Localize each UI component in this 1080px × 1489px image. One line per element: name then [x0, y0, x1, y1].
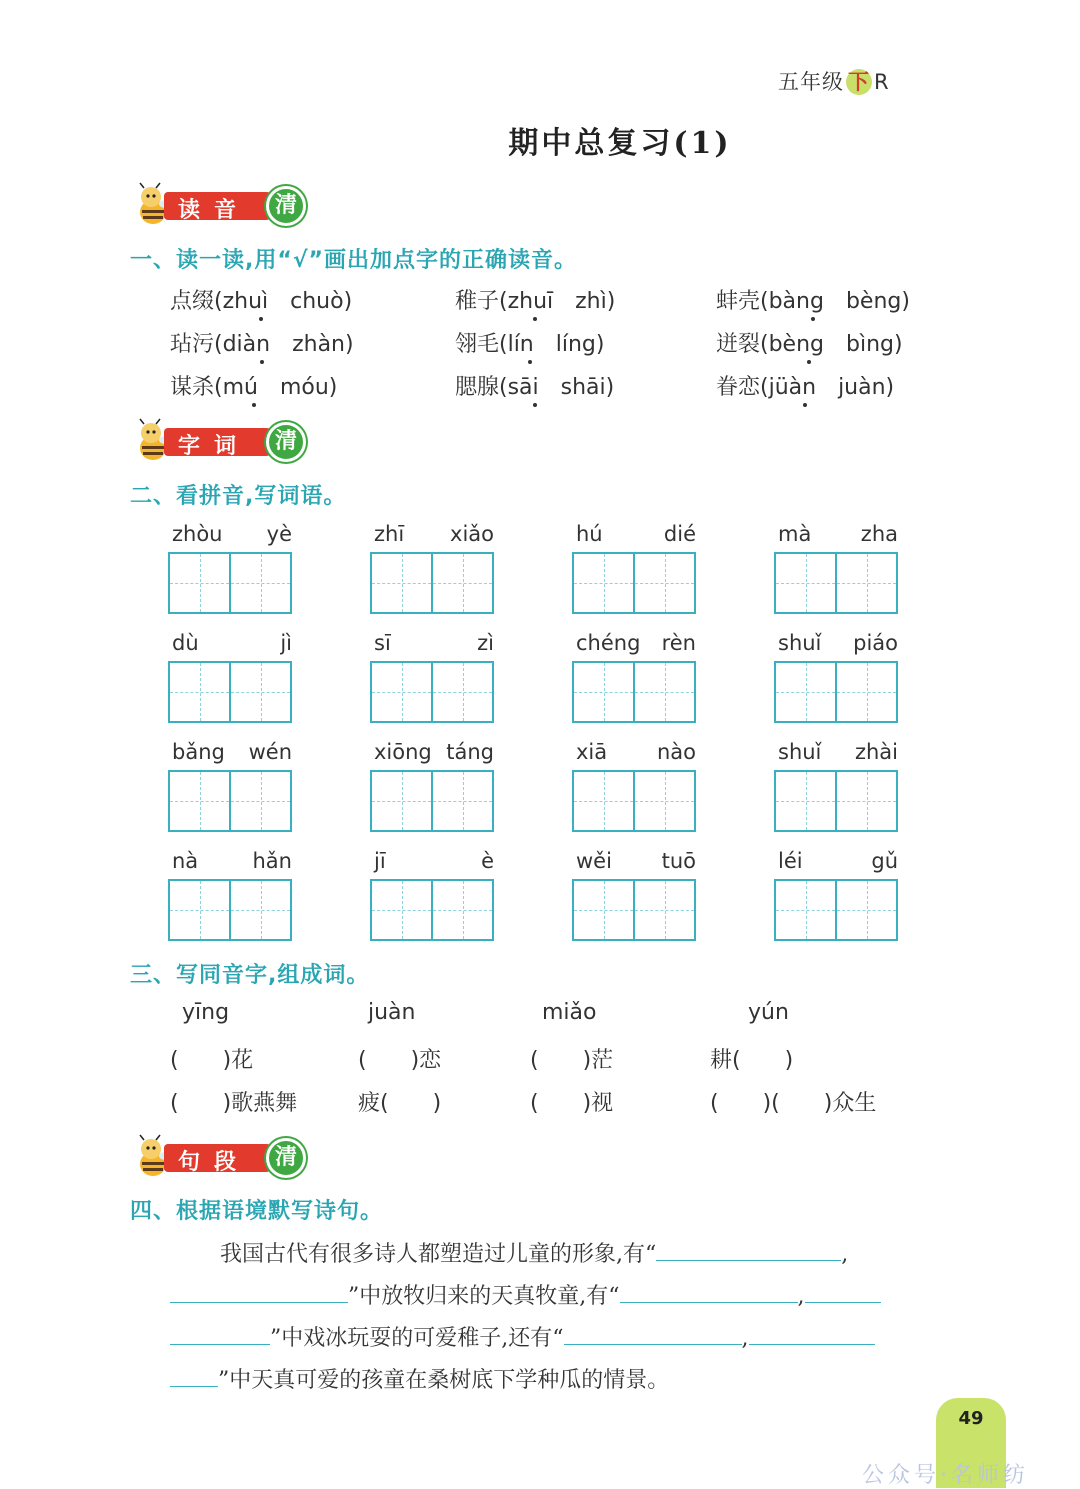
q3-pinyin: miǎo: [542, 1000, 597, 1025]
pinyin-syllable: yè: [266, 522, 292, 546]
grid-cell[interactable]: [372, 663, 433, 721]
writing-grid[interactable]: [370, 879, 494, 941]
page-title: 期中总复习(1): [508, 126, 732, 161]
poem-line-3: [170, 1321, 875, 1352]
pinyin-syllable: shuǐ: [778, 740, 822, 764]
banner-bar: [164, 1144, 280, 1175]
watermark: 公众号·名师纺: [862, 1463, 1029, 1488]
q3-pinyin: yún: [748, 1000, 789, 1025]
q1-item: [170, 327, 354, 358]
pinyin-syllable: tuō: [661, 849, 696, 873]
grid-cell[interactable]: [776, 881, 837, 939]
pinyin-syllable: zha: [860, 522, 898, 546]
poem-text: 我国古代有很多诗人都塑造过儿童的形象,有“: [220, 1242, 657, 1267]
poem-line-1: [220, 1237, 848, 1268]
answer-blank[interactable]: [170, 1364, 218, 1387]
q1-item: [455, 370, 614, 401]
writing-grid[interactable]: [774, 552, 898, 614]
writing-grid[interactable]: [572, 661, 696, 723]
grid-cell[interactable]: [433, 772, 492, 830]
page-number: 49: [936, 1398, 1006, 1488]
q3-blank[interactable]: ( )茫: [530, 1048, 614, 1073]
poem-text: ”中戏冰玩耍的可爱稚子,还有“: [270, 1326, 564, 1351]
pinyin-syllable: zhòu: [172, 522, 223, 546]
grid-cell[interactable]: [231, 881, 290, 939]
q1-text: 翎毛(lín líng): [455, 332, 605, 357]
poem-text: ”中天真可爱的孩童在桑树底下学种瓜的情景。: [218, 1368, 670, 1393]
grid-cell[interactable]: [170, 663, 231, 721]
pinyin-syllable: wěi: [576, 849, 612, 873]
pinyin-syllable: xiā: [576, 740, 608, 764]
pinyin-syllable: bǎng: [172, 740, 225, 764]
pinyin-syllable: jī: [374, 849, 386, 873]
q1-text: 稚子(zhuī zhì): [455, 289, 616, 314]
grid-cell[interactable]: [372, 772, 433, 830]
section-banner-sentences: [130, 1134, 305, 1180]
q1-text: 腮腺(sāi shāi): [455, 375, 615, 400]
writing-grid[interactable]: [370, 552, 494, 614]
q3-blank[interactable]: 耕( ): [710, 1048, 794, 1073]
q2-pinyin: [778, 740, 898, 764]
banner-bar: [164, 192, 280, 223]
pinyin-syllable: zhī: [374, 522, 405, 546]
q2-pinyin: [576, 740, 696, 764]
poem-comma: ,: [741, 1326, 749, 1351]
pinyin-syllable: jì: [280, 631, 292, 655]
q3-blank[interactable]: ( )视: [530, 1091, 614, 1116]
q1-text: 迸裂(bèng bìng): [716, 332, 903, 357]
q2-pinyin: [778, 849, 898, 873]
writing-grid[interactable]: [774, 770, 898, 832]
pinyin-syllable: zhài: [854, 740, 898, 764]
q1-item: [455, 327, 604, 358]
q2-pinyin: [374, 849, 494, 873]
banner-bar: [164, 428, 280, 459]
q3-pinyin: yīng: [182, 1000, 230, 1025]
pinyin-syllable: è: [481, 849, 494, 873]
section-banner-words: [130, 418, 305, 464]
q3-heading: 三、写同音字,组成词。: [130, 963, 370, 988]
pinyin-syllable: gǔ: [871, 849, 898, 873]
pinyin-syllable: táng: [446, 740, 494, 764]
q2-pinyin: [374, 740, 494, 764]
grid-cell[interactable]: [574, 772, 635, 830]
q2-pinyin: [172, 631, 292, 655]
section-banner-reading: [130, 182, 305, 228]
grid-cell[interactable]: [574, 554, 635, 612]
pinyin-syllable: xiǎo: [450, 522, 494, 546]
writing-grid[interactable]: [774, 879, 898, 941]
writing-grid[interactable]: [168, 879, 292, 941]
grid-cell[interactable]: [574, 663, 635, 721]
writing-grid[interactable]: [572, 770, 696, 832]
pinyin-syllable: shuǐ: [778, 631, 822, 655]
answer-blank[interactable]: [749, 1322, 875, 1345]
pinyin-syllable: zì: [477, 631, 494, 655]
pinyin-syllable: piáo: [853, 631, 898, 655]
grid-cell[interactable]: [231, 663, 290, 721]
pinyin-syllable: mà: [778, 522, 812, 546]
grid-cell[interactable]: [776, 663, 837, 721]
poem-text: ”中放牧归来的天真牧童,有“: [348, 1284, 620, 1309]
pinyin-syllable: xiōng: [374, 740, 432, 764]
answer-blank[interactable]: [170, 1280, 348, 1303]
grid-cell[interactable]: [837, 881, 896, 939]
grid-cell[interactable]: [372, 881, 433, 939]
pinyin-syllable: hú: [576, 522, 603, 546]
q2-pinyin: [172, 522, 292, 546]
grid-cell[interactable]: [837, 772, 896, 830]
poem-line-2: [170, 1279, 881, 1310]
qing-badge: 清: [266, 1138, 306, 1178]
grid-cell[interactable]: [433, 663, 492, 721]
q4-heading: 四、根据语境默写诗句。: [130, 1199, 384, 1224]
poem-comma: ,: [797, 1284, 805, 1309]
q3-blank[interactable]: ( )花: [170, 1048, 254, 1073]
grid-cell[interactable]: [837, 554, 896, 612]
writing-grid[interactable]: [572, 879, 696, 941]
grid-cell[interactable]: [231, 554, 290, 612]
answer-blank[interactable]: [620, 1280, 798, 1303]
banner-label: 字词: [178, 434, 251, 459]
grid-cell[interactable]: [170, 772, 231, 830]
answer-blank[interactable]: [170, 1322, 270, 1345]
q1-text: 眷恋(jüàn juàn): [716, 375, 895, 400]
pinyin-syllable: dù: [172, 631, 199, 655]
q1-item: [716, 327, 903, 358]
q1-text: 谋杀(mú móu): [170, 375, 338, 400]
q2-pinyin: [576, 522, 696, 546]
grid-cell[interactable]: [433, 881, 492, 939]
q2-pinyin: [778, 631, 898, 655]
poem-line-4: [170, 1363, 669, 1394]
pinyin-syllable: dié: [663, 522, 696, 546]
banner-label: 句段: [178, 1150, 251, 1175]
q3-blank[interactable]: ( )( )众生: [710, 1091, 877, 1116]
qing-badge: 清: [266, 186, 306, 226]
pinyin-syllable: sī: [374, 631, 391, 655]
grid-cell[interactable]: [170, 881, 231, 939]
grade-text: 五年级: [778, 70, 844, 94]
answer-blank[interactable]: [656, 1238, 841, 1261]
q1-item: [170, 284, 352, 315]
q2-heading: 二、看拼音,写词语。: [130, 484, 347, 509]
pinyin-syllable: wén: [248, 740, 292, 764]
writing-grid[interactable]: [168, 552, 292, 614]
grid-cell[interactable]: [372, 554, 433, 612]
grid-cell[interactable]: [776, 554, 837, 612]
q2-pinyin: [778, 522, 898, 546]
pinyin-syllable: hǎn: [252, 849, 292, 873]
q1-item: [716, 284, 910, 315]
pinyin-syllable: nào: [656, 740, 696, 764]
q1-text: 玷污(diàn zhàn): [170, 332, 354, 357]
q2-pinyin: [374, 631, 494, 655]
qing-badge: 清: [266, 422, 306, 462]
q2-pinyin: [576, 849, 696, 873]
grade-label: [778, 66, 890, 96]
q1-heading: 一、读一读,用“√”画出加点字的正确读音。: [130, 248, 577, 273]
q2-pinyin: [172, 849, 292, 873]
q2-pinyin: [374, 522, 494, 546]
q1-item: [170, 370, 337, 401]
writing-grid[interactable]: [168, 661, 292, 723]
q1-item: [455, 284, 615, 315]
answer-blank[interactable]: [564, 1322, 742, 1345]
grid-cell[interactable]: [776, 772, 837, 830]
writing-grid[interactable]: [370, 770, 494, 832]
grid-cell[interactable]: [574, 881, 635, 939]
writing-grid[interactable]: [572, 552, 696, 614]
answer-blank[interactable]: [805, 1280, 881, 1303]
grid-cell[interactable]: [635, 554, 694, 612]
q3-pinyin: juàn: [368, 1000, 416, 1025]
q2-pinyin: [576, 631, 696, 655]
q1-text: 点缀(zhuì chuò): [170, 289, 353, 314]
writing-grid[interactable]: [168, 770, 292, 832]
pinyin-syllable: rèn: [661, 631, 696, 655]
banner-label: 读音: [178, 198, 251, 223]
pinyin-syllable: nà: [172, 849, 199, 873]
pinyin-syllable: chéng: [576, 631, 641, 655]
edition-text: R: [874, 70, 890, 94]
grid-cell[interactable]: [433, 554, 492, 612]
q1-text: 蚌壳(bàng bèng): [716, 289, 910, 314]
grid-cell[interactable]: [635, 663, 694, 721]
q3-blank[interactable]: ( )恋: [358, 1048, 442, 1073]
grid-cell[interactable]: [837, 663, 896, 721]
q3-blank[interactable]: 疲( ): [358, 1091, 442, 1116]
writing-grid[interactable]: [774, 661, 898, 723]
writing-grid[interactable]: [370, 661, 494, 723]
grid-cell[interactable]: [635, 881, 694, 939]
volume-badge: 下: [848, 70, 870, 94]
grid-cell[interactable]: [635, 772, 694, 830]
q2-pinyin: [172, 740, 292, 764]
grid-cell[interactable]: [170, 554, 231, 612]
poem-comma: ,: [841, 1242, 849, 1267]
q3-blank[interactable]: ( )歌燕舞: [170, 1091, 298, 1116]
grid-cell[interactable]: [231, 772, 290, 830]
pinyin-syllable: léi: [778, 849, 803, 873]
q1-item: [716, 370, 894, 401]
